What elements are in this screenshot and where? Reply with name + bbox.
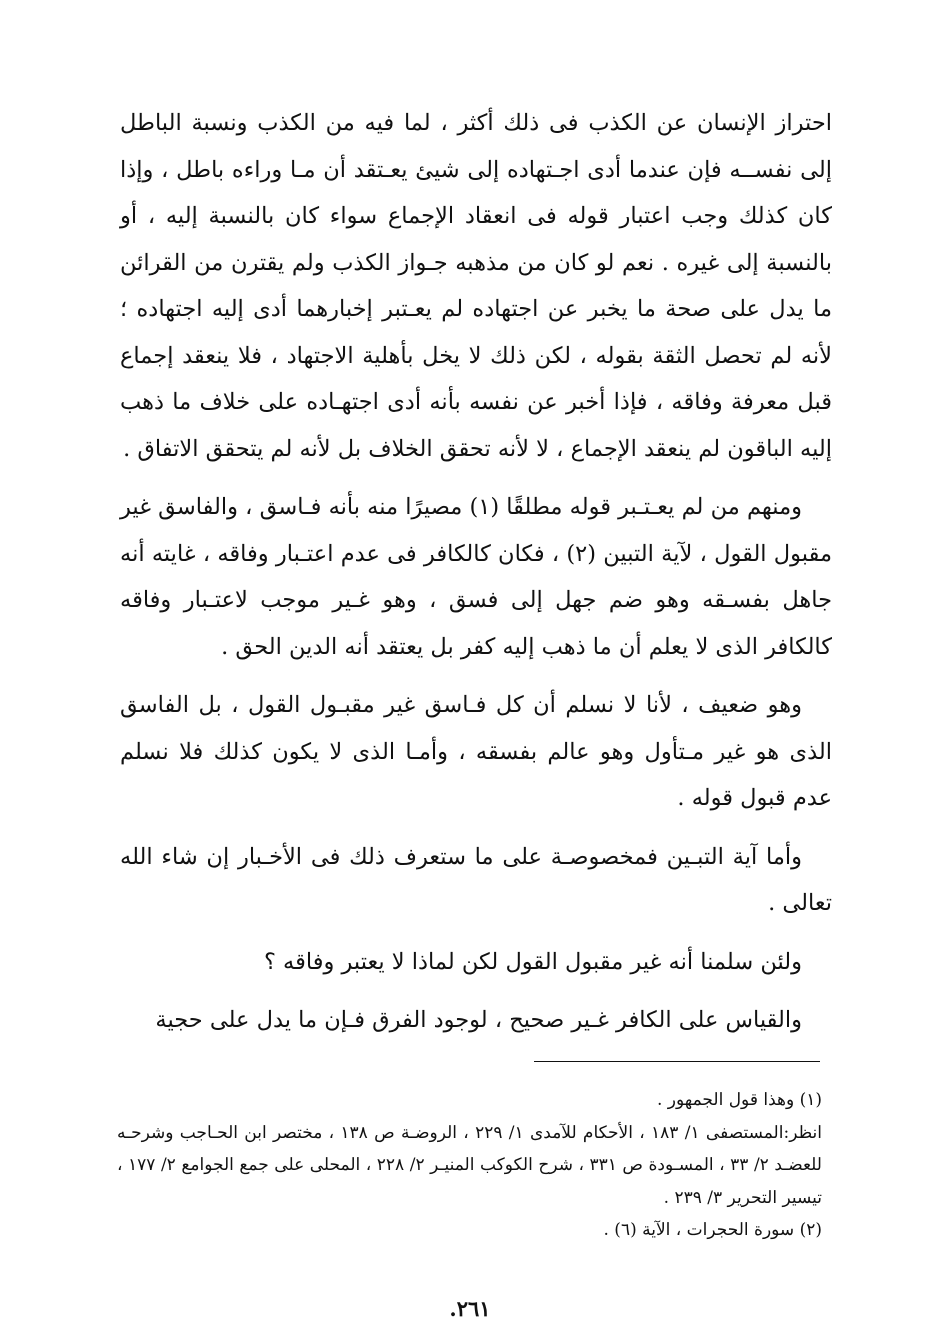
paragraph-6: والقياس على الكافر غـير صحيح ، لوجود الفرق فـإن ما يدل على حجية xyxy=(155,1007,802,1033)
footnote-2: (٢) سورة الحجرات ، الآية (٦) . xyxy=(603,1220,822,1240)
paragraph-5: ولئن سلمنا أنه غير مقبول القول لكن لماذا لا يعتبر وفاقه ؟ xyxy=(263,948,802,975)
paragraph-4: وأما آية التبـين فمخصوصـة على ما ستعرف ذلك فى الأخـبار إن شاء الله تعالى . xyxy=(120,843,832,916)
footnote-divider xyxy=(534,1061,820,1062)
footnote-1-references: انظر:المستصفى ١/ ١٨٣ ، الأحكام للآمدى ١/ ٢٢٩ ، الروضـة ص ١٣٨ ، مختصر ابن الحـاجب وشرحـه للعضـد ٢/ ٣٣ ، المسـودة ص ٣٣١ ، شرح الكوكب المنيـر ٢/ ٢٢٨ ، المحلى على جمع الجوامع ٢/ ١٧٧ ، تيسير التحرير ٣/ ٢٣٩ . xyxy=(117,1122,822,1208)
footnotes xyxy=(117,1084,822,1247)
paragraph-2: ومنهم من لم يعـتـبر قوله مطلقًا (١) مصيرًا منه بأنه فـاسق ، والفاسق غير مقبول القول ، لآية التبين (٢) ، فكان كالكافر فى عدم اعتـبار وفاقه ، غايته أنه جاهل بفسـقه وهو ضم جهل إلى فسق ، وهو غـير موجب لاعتـبار وفاقه كالكافر الذى لا يعلم أن ما ذهب إليه كفر بل يعتقد أنه الدين الحق . xyxy=(120,494,833,660)
main-text xyxy=(120,100,832,1044)
page-number: ٢٦١. xyxy=(449,1296,491,1321)
footnote-1: (١) وهذا قول الجمهور . xyxy=(656,1090,822,1110)
paragraph-1: احتراز الإنسان عن الكذب فى ذلك أكثر ، لما فيه من الكذب ونسبة الباطل إلى نفســه فإن عندما أدى اجـتهاده إلى شيئ يعـتقد أن مـا وراءه باطل ، وإذا كان كذلك وجب اعتبار قوله فى انعقاد الإجماع سواء كان بالنسبة إليه ، أو بالنسبة إلى غيره . نعم لو كان من مذهبه جـواز الكذب ولم يقترن من القرائن ما يدل على صحة ما يخبر عن اجتهاده لم يعـتبر إخبارهما أدى إليه اجتهاده ؛ لأنه لم تحصل الثقة بقوله ، لكن ذلك لا يخل بأهلية الاجتهاد ، فلا ينعقد إجماع قبل معرفة وفاقه ، فإذا أخبر عن نفسه بأنه أدى اجتهـاده على خلاف ما ذهب إليه الباقون لم ينعقد الإجماع ، لا لأنه تحقق الخلاف بل لأنه لم يتحقق الاتفاق . xyxy=(120,110,832,462)
paragraph-3: وهو ضعيف ، لأنا لا نسلم أن كل فـاسق غير مقبـول القول ، بل الفاسق الذى هو غير مـتأول وهو عالم بفسقه ، وأمـا الذى لا يكون كذلك فلا نسلم عدم قبول قوله . xyxy=(120,692,832,811)
